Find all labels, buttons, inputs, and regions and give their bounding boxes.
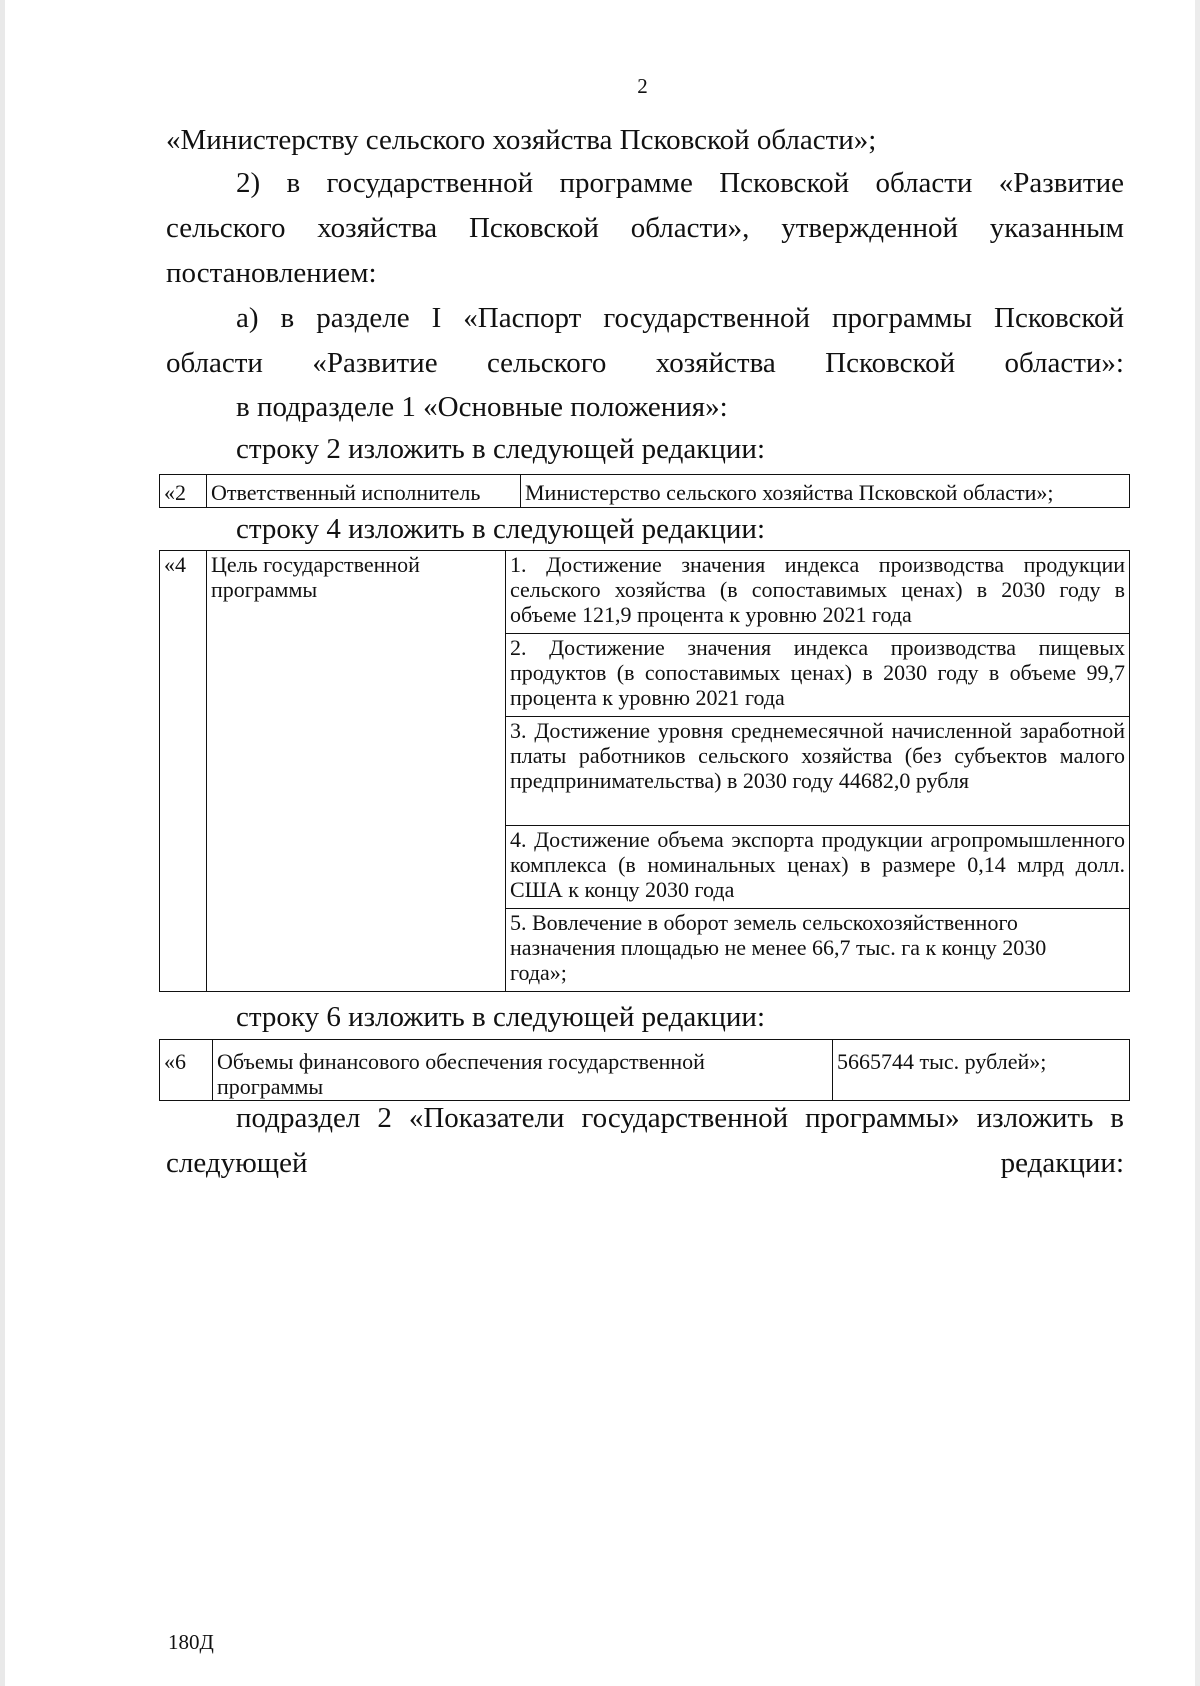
table-row-4 <box>159 550 1130 992</box>
row4-number: «4 <box>160 551 207 992</box>
goal-item-4: 4. Достижение объема экспорта продукции агропромышленного комплекса (в номинальных ценах) в размере 0,14 млрд долл. США к концу 2030 года <box>506 826 1130 909</box>
paragraph-ministry: «Министерству сельского хозяйства Псковской области»; <box>166 124 877 156</box>
goal-item-3: 3. Достижение уровня среднемесячной начисленной заработной платы работников сельского хозяйства (без субъектов малого предпринимательства) в 2030 году 44682,0 рубля <box>506 717 1130 826</box>
paragraph-subsection-2: подраздел 2 «Показатели государственной программы» изложить в следующей редакции: <box>166 1102 1124 1179</box>
scan-edge-left <box>0 0 5 1686</box>
paragraph-row2-intro: строку 2 изложить в следующей редакции: <box>236 433 765 465</box>
paragraph-subsection-1: в подразделе 1 «Основные положения»: <box>236 391 728 423</box>
page-number: 2 <box>637 74 648 98</box>
paragraph-program-amendment: 2) в государственной программе Псковской области «Развитие сельского хозяйства Псковской области», утвержденной указанным постановлением: <box>166 167 1124 289</box>
table-row-2 <box>159 474 1130 508</box>
row2-value: Министерство сельского хозяйства Псковской области»; <box>521 475 1130 508</box>
table-row <box>160 1040 1130 1101</box>
scan-edge-right <box>1195 0 1200 1686</box>
table-row-6 <box>159 1039 1130 1101</box>
row2-number: «2 <box>160 475 207 508</box>
goal-item-1: 1. Достижение значения индекса производства продукции сельского хозяйства (в сопоставимых ценах) в 2030 году в объеме 121,9 процента к уровню 2021 года <box>506 551 1130 634</box>
table-row <box>160 475 1130 508</box>
row4-label: Цель государственной программы <box>207 551 506 992</box>
footer-code: 180Д <box>168 1630 214 1654</box>
row6-label: Объемы финансового обеспечения государственной программы <box>213 1040 833 1101</box>
paragraph-section-passport: а) в разделе I «Паспорт государственной программы Псковской области «Развитие сельского хозяйства Псковской области»: <box>166 302 1124 379</box>
row6-value: 5665744 тыс. рублей»; <box>833 1040 1130 1101</box>
row2-label: Ответственный исполнитель <box>207 475 521 508</box>
goal-item-2: 2. Достижение значения индекса производства пищевых продуктов (в сопоставимых ценах) в 2030 году в объеме 99,7 процента к уровню 2021 года <box>506 634 1130 717</box>
row6-number: «6 <box>160 1040 213 1101</box>
table-row <box>160 551 1130 634</box>
goal-item-5: 5. Вовлечение в оборот земель сельскохозяйственного назначения площадью не менее 66,7 тыс. га к концу 2030 года»; <box>506 909 1130 992</box>
paragraph-row4-intro: строку 4 изложить в следующей редакции: <box>236 513 765 545</box>
paragraph-row6-intro: строку 6 изложить в следующей редакции: <box>236 1001 765 1033</box>
